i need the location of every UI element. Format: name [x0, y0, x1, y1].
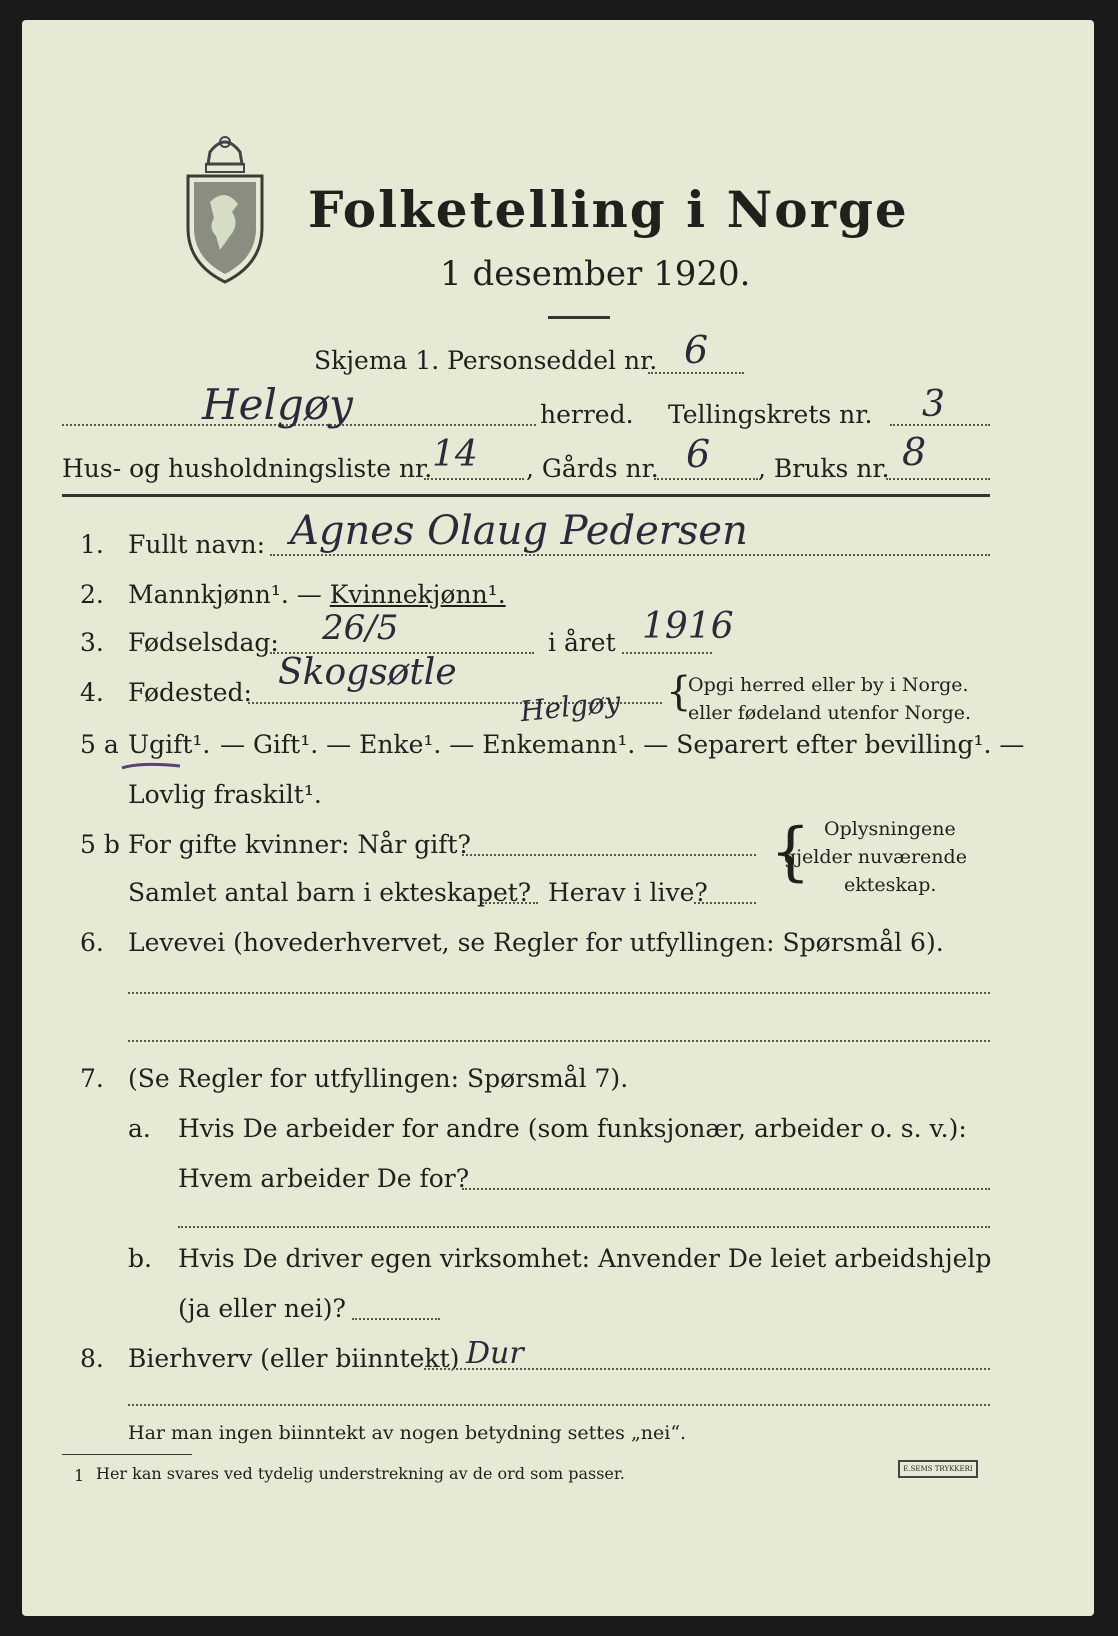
q7a-employer-label: Hvem arbeider De for? [178, 1164, 470, 1193]
q1-name-value: Agnes Olaug Pedersen [290, 508, 748, 554]
herred-label: herred. [540, 400, 634, 429]
q5a-ugift: Ugift¹. [128, 730, 211, 759]
q2-sex-options [128, 580, 506, 609]
q8-number: 8. [80, 1344, 104, 1373]
q2-kvinnekjonn: Kvinnekjønn¹. [329, 580, 506, 609]
bruks-label: , Bruks nr. [758, 454, 890, 483]
q1-label: Fullt navn: [128, 530, 266, 559]
bruks-line [886, 478, 990, 480]
q4-label: Fødested: [128, 678, 252, 707]
census-date: 1 desember 1920. [440, 254, 751, 294]
header-rule [62, 494, 990, 497]
q4-birthplace-value: Skogsøtle [278, 652, 457, 693]
q1-number: 1. [80, 530, 104, 559]
q7-label: (Se Regler for utfyllingen: Spørsmål 7). [128, 1064, 629, 1093]
q3-year-line [622, 652, 712, 654]
q5b-herav-line [694, 902, 756, 904]
q6-line-2 [128, 1040, 990, 1042]
gards-line [654, 478, 758, 480]
ugift-mark-icon [120, 758, 182, 774]
q7a-employer-line [462, 1188, 990, 1190]
q5b-children-line [482, 902, 538, 904]
q4-brace: { [666, 669, 692, 715]
q5b-herav-label: Herav i live? [548, 878, 708, 907]
q8-label: Bierhverv (eller biinntekt) [128, 1344, 460, 1373]
q7b-label: Hvis De driver egen virksomhet: Anvender De leiet arbeidshjelp [178, 1244, 992, 1273]
schema-number-line [648, 372, 744, 374]
gards-value: 6 [686, 432, 711, 476]
q6-number: 6. [80, 928, 104, 957]
household-line [424, 478, 524, 480]
tellingskrets-label: Tellingskrets nr. [668, 400, 873, 429]
q3-birthday-value: 26/5 [322, 608, 399, 648]
q6-label: Levevei (hovederhvervet, se Regler for utfyllingen: Spørsmål 6). [128, 928, 944, 957]
household-value: 14 [432, 434, 478, 475]
q4-note-1: Opgi herred eller by i Norge. [688, 674, 969, 696]
tellingskrets-value: 3 [922, 384, 945, 425]
q7-number: 7. [80, 1064, 104, 1093]
printer-stamp: E.SEMS TRYKKERI [898, 1460, 978, 1478]
gards-label: , Gårds nr. [526, 454, 659, 483]
q8-line-2 [128, 1404, 990, 1406]
q7b-letter: b. [128, 1244, 152, 1273]
census-form [22, 20, 1094, 1616]
nei-note: Har man ingen biinntekt av nogen betydning settes „nei“. [128, 1422, 687, 1444]
q2-mannkjonn: Mannkjønn¹. — [128, 580, 330, 609]
q7a-line-2 [178, 1226, 990, 1228]
q1-line [270, 554, 990, 556]
q5b-number: 5 b [80, 830, 120, 859]
bruks-value: 8 [902, 430, 927, 474]
q2-number: 2. [80, 580, 104, 609]
q6-line-1 [128, 992, 990, 994]
q4-number: 4. [80, 678, 104, 707]
q5a-fraskilt: Lovlig fraskilt¹. [128, 780, 322, 809]
q5b-label: For gifte kvinner: Når gift? [128, 830, 471, 859]
footnote-rule [62, 1454, 192, 1455]
q5b-note-3: ekteskap. [844, 874, 937, 896]
q5b-children-label: Samlet antal barn i ekteskapet? [128, 878, 532, 907]
q7b-line [352, 1318, 440, 1320]
q4-birthplace-value-2: Helgøy [518, 684, 622, 729]
q8-value: Dur [466, 1336, 524, 1371]
footnote-mark: 1 [74, 1466, 85, 1485]
q7a-label: Hvis De arbeider for andre (som funksjonær, arbeider o. s. v.): [178, 1114, 967, 1143]
q3-year-label: i året [548, 628, 616, 657]
footnote-text: Her kan svares ved tydelig understrekning av de ord som passer. [96, 1464, 625, 1483]
q5b-note-1: Oplysningene [824, 818, 956, 840]
q3-label: Fødselsdag: [128, 628, 279, 657]
q7a-letter: a. [128, 1114, 151, 1143]
q3-number: 3. [80, 628, 104, 657]
q5a-options: — Gift¹. — Enke¹. — Enkemann¹. — Separert efter bevilling¹. — [220, 730, 1025, 759]
q5b-brace: { [770, 815, 811, 889]
household-label: Hus- og husholdningsliste nr. [62, 454, 433, 483]
herred-value: Helgøy [202, 380, 353, 429]
q4-note-2: eller fødeland utenfor Norge. [688, 702, 972, 724]
q5a-number: 5 a [80, 730, 119, 759]
page-title: Folketelling i Norge [308, 180, 909, 239]
q7b-jaellernei-label: (ja eller nei)? [178, 1294, 346, 1323]
coat-of-arms-icon [180, 132, 270, 284]
schema-label: Skjema 1. Personseddel nr. [314, 346, 658, 375]
q5b-line [462, 854, 756, 856]
title-divider [548, 316, 610, 319]
q3-year-value: 1916 [642, 606, 734, 647]
schema-number: 6 [684, 328, 709, 372]
q5b-note-2: gjelder nuværende [784, 846, 967, 868]
